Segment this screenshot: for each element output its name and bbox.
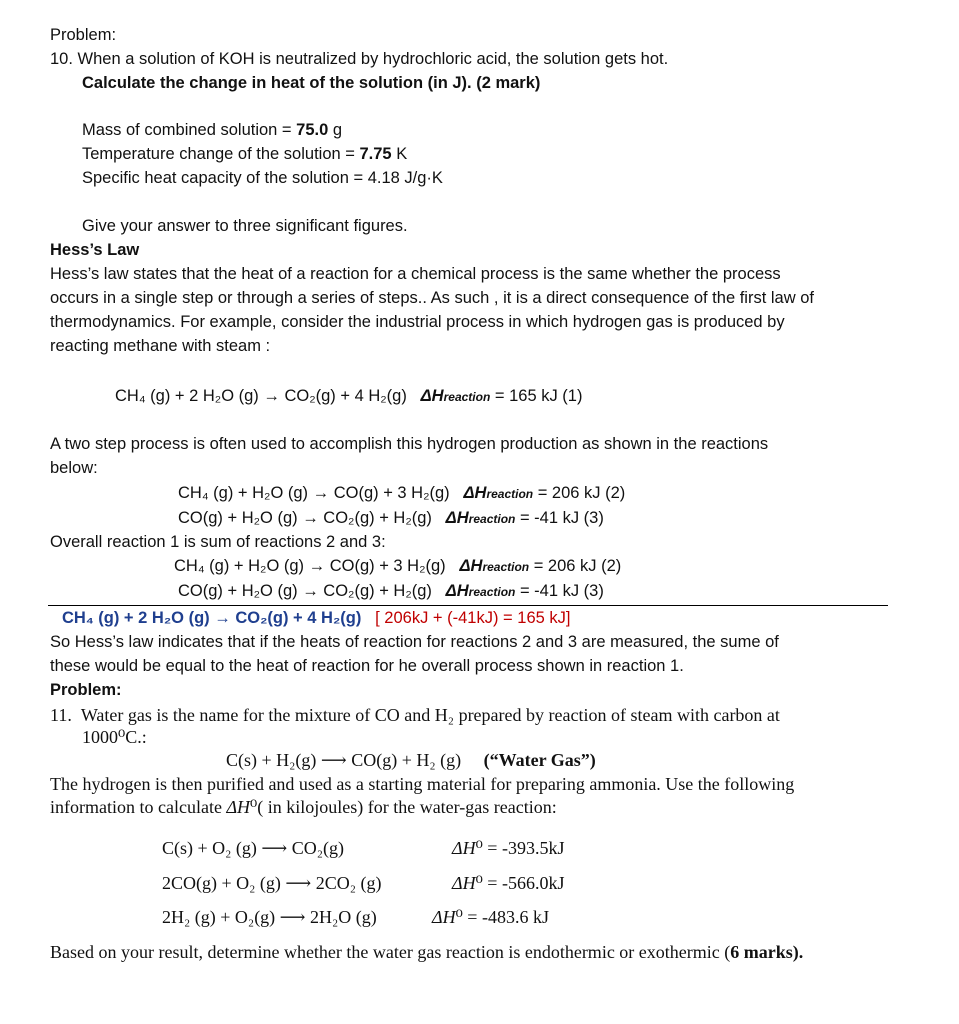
reaction-2 [178,484,625,503]
two-step-line-2: below: [50,459,98,477]
final-instruction-text: Based on your result, determine whether the water gas reaction is endothermic or exothermic ( [50,942,731,962]
reaction-2-repeat [174,557,621,576]
given-reaction-c: 2H₂ (g) + O₂(g) ⟶ 2H₂O (g) [162,907,377,927]
reaction-3 [178,509,604,528]
mass-unit: g [328,121,343,139]
final-instruction-marks: 6 marks). [730,942,804,962]
delta-h-symbol: ΔH [452,838,476,858]
para-2-text: information to calculate [50,797,227,817]
sig-figs-instruction: Give your answer to three significant figures. [82,217,408,235]
delta-h-symbol: ΔH [459,557,483,575]
problem-11-para-2 [50,797,557,818]
temp-unit: K [391,145,408,163]
hess-para-line-3: thermodynamics. For example, consider the industrial process in which hydrogen gas is produced by [50,313,785,331]
reaction-1-value: = 165 kJ (1) [490,387,583,405]
delta-h-symbol: ΔH [463,484,487,502]
reaction-2-equation: CH₄ (g) + H₂O (g) → CO(g) + 3 H₂(g) [174,557,446,575]
temperature-line [82,145,407,164]
water-gas-reaction [226,750,596,771]
water-gas-equation: C(s) + H₂(g) ⟶ CO(g) + H₂ (g) [226,750,462,770]
given-reaction-a-value [452,838,564,859]
given-reaction-c-value [432,907,549,928]
problem-11-number: 11. [50,705,72,725]
delta-h-symbol: ΔH [420,387,444,405]
hess-law-title: Hess’s Law [50,241,140,259]
reaction-c-value: ⁰ = -483.6 kJ [455,907,549,927]
given-reaction-b: 2CO(g) + O₂ (g) ⟶ 2CO₂ (g) [162,873,382,893]
delta-h-symbol: ΔH [445,582,469,600]
reaction-3-value: = -41 kJ (3) [515,509,604,527]
reaction-3-equation: CO(g) + H₂O (g) → CO₂(g) + H₂(g) [178,582,432,600]
mass-line [82,121,342,140]
reaction-1 [115,387,582,406]
mass-label: Mass of combined solution = [82,121,297,139]
problem-10-number: 10. [50,50,73,68]
overall-reaction-note: Overall reaction 1 is sum of reactions 2 and 3: [50,533,386,551]
delta-h-subscript: reaction [468,585,516,599]
hess-para-line-1: Hess’s law states that the heat of a reaction for a chemical process is the same whether the process [50,265,781,283]
delta-h-subscript: reaction [443,390,491,404]
problem-10-question [50,50,668,69]
reaction-3-equation: CO(g) + H₂O (g) → CO₂(g) + H₂(g) [178,509,432,527]
delta-h-subscript: reaction [486,487,534,501]
sum-divider-line [48,605,888,606]
reaction-3-repeat [178,582,604,601]
hess-para-line-4: reacting methane with steam : [50,337,271,355]
mass-value: 75.0 [296,121,329,139]
problem-11-question [50,705,780,726]
given-reaction-a: C(s) + O₂ (g) ⟶ CO₂(g) [162,838,344,858]
problem-11-heading: Problem: [50,681,122,699]
sum-value: [ 206kJ + (-41kJ) = 165 kJ] [375,609,571,627]
problem-10-text: When a solution of KOH is neutralized by hydrochloric acid, the solution gets hot. [77,50,669,68]
delta-h-symbol: ΔH [432,907,456,927]
reaction-3-value: = -41 kJ (3) [515,582,604,600]
delta-h-symbol: ΔH [445,509,469,527]
delta-h-symbol: ΔH [452,873,476,893]
reaction-2-equation: CH₄ (g) + H₂O (g) → CO(g) + 3 H₂(g) [178,484,450,502]
conclusion-line-2: these would be equal to the heat of reaction for he overall process shown in reaction 1. [50,657,684,675]
reaction-a-value: ⁰ = -393.5kJ [475,838,565,858]
problem-11-para-1: The hydrogen is then purified and used as a starting material for preparing ammonia. Use the following [50,774,795,794]
sum-equation: CH₄ (g) + 2 H₂O (g) → CO₂(g) + 4 H₂(g) [62,609,362,627]
problem-11-text: Water gas is the name for the mixture of CO and H₂ prepared by reaction of steam with carbon at [80,705,780,725]
reaction-2-value: = 206 kJ (2) [529,557,622,575]
temp-value: 7.75 [359,145,392,163]
hess-para-line-2: occurs in a single step or through a series of steps.. As such , it is a direct consequence of the first law of [50,289,814,307]
problem-11-temperature: 1000⁰C.: [82,727,147,747]
given-reaction-b-value [452,873,564,894]
reaction-b-value: ⁰ = -566.0kJ [475,873,565,893]
problem-10-task: Calculate the change in heat of the solution (in J). (2 mark) [82,74,541,92]
temp-label: Temperature change of the solution = [82,145,360,163]
final-instruction [50,942,803,963]
heat-capacity-line: Specific heat capacity of the solution = 4.18 J/g·K [82,169,443,187]
delta-h-symbol: ΔH [226,797,251,817]
reaction-1-equation: CH₄ (g) + 2 H₂O (g) → CO₂(g) + 4 H₂(g) [115,387,407,405]
sum-reaction [62,609,570,628]
two-step-line-1: A two step process is often used to accomplish this hydrogen production as shown in the reactions [50,435,769,453]
problem-10-heading: Problem: [50,26,117,44]
water-gas-label: (“Water Gas”) [483,750,596,770]
delta-h-subscript: reaction [468,512,516,526]
conclusion-line-1: So Hess’s law indicates that if the heats of reaction for reactions 2 and 3 are measured, the sume of [50,633,779,651]
reaction-2-value: = 206 kJ (2) [533,484,626,502]
para-2-rest: ⁰( in kilojoules) for the water-gas reaction: [250,797,557,817]
delta-h-subscript: reaction [482,560,530,574]
